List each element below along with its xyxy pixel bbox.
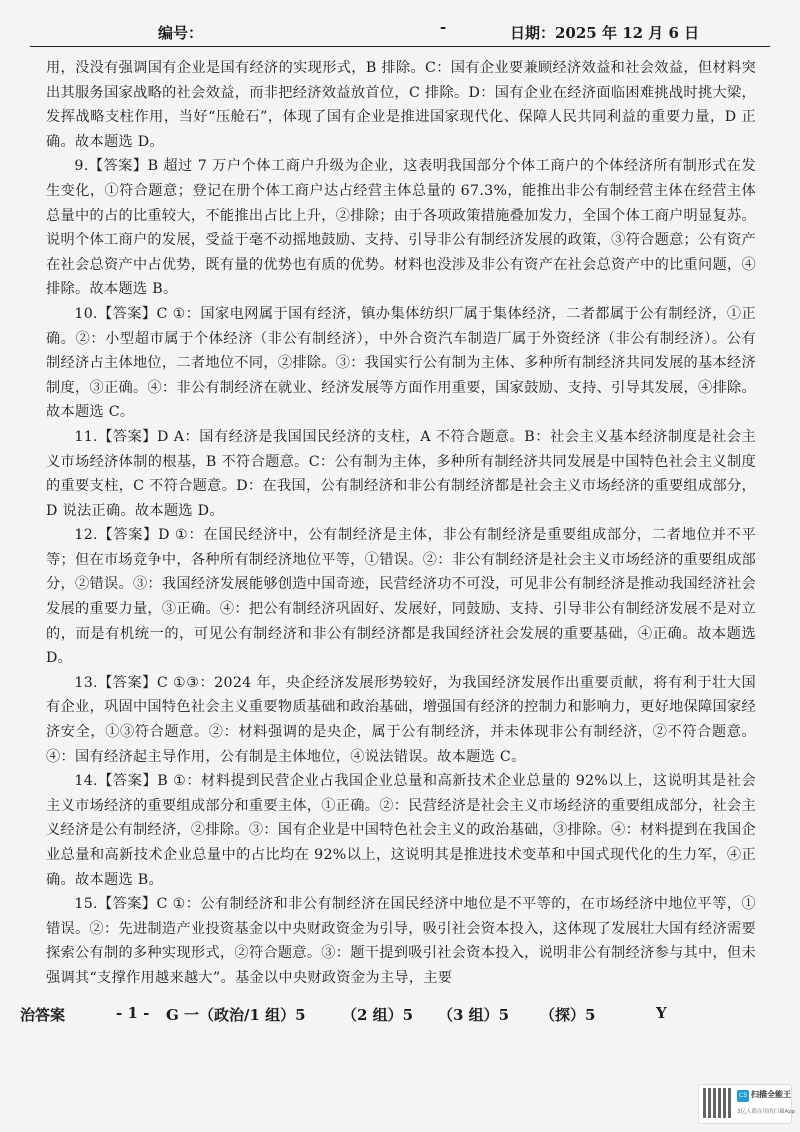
footer-group-2: （2 组）5	[342, 1006, 414, 1024]
scanner-brand: 扫描全能王	[751, 1090, 791, 1099]
number-label: 编号：	[158, 24, 204, 42]
footer-page-number: - 1 -	[116, 1004, 150, 1022]
footer-group-3: （3 组）5	[438, 1006, 510, 1024]
date-label: 日期：2025 年 12 月 6 日	[510, 24, 700, 42]
answer-11: 11.【答案】D A：国有经济是我国国民经济的支柱，A 不符合题意。B：社会主义基本经济制度是社会主义市场经济体制的根基，B 不符合题意。C：公有制为主体，多种所有制经济共同发展是中国特色社会主义制度的重要支柱，C 不符合题意。D：在我国，公有制经济和非公有制经济都是社会主义市场经济的重要组成部分，D 说法正确。故本题选 D。	[46, 428, 756, 519]
answer-12: 12.【答案】D ①：在国民经济中，公有制经济是主体，非公有制经济是重要组成部分，二者地位并不平等；但在市场竞争中，各种所有制经济地位平等，①错误。②：非公有制经济是社会主义市场经济的重要组成部分，②错误。③：我国经济发展能够创造中国奇迹，民营经济功不可没，可见非公有制经济是推动我国经济社会发展的重要力量，③正确。④：把公有制经济巩固好、发展好，同鼓励、支持、引导非公有制经济发展不是对立的，而是有机统一的，可见公有制经济和非公有制经济都是我国经济社会发展的重要基础，④正确。故本题选 D。	[46, 527, 756, 667]
footer-group-explore: （探）5	[540, 1006, 596, 1024]
header-mark: -	[440, 18, 447, 36]
answer-15: 15.【答案】C ①：公有制经济和非公有制经济在国民经济中地位是不平等的，在市场经济中地位平等，①错误。②：先进制造产业投资基金以中央财政资金为引导，吸引社会资本投入，这体现了发展壮大国有经济需要探索公有制的多种实现形式，②符合题意。③：题干提到吸引社会资本投入，说明非公有制经济参与其中，但未强调其“支撑作用越来越大”。基金以中央财政资金为主导，主要	[46, 896, 756, 986]
answer-13: 13.【答案】C ①③：2024 年，央企经济发展形势较好，为我国经济发展作出重要贡献，将有利于壮大国有企业，巩固中国特色社会主义重要物质基础和政治基础，增强国有经济的控制力和影响力，更好地保障国家经济安全，①③符合题意。②：材料强调的是央企，属于公有制经济，并未体现非公有制经济，②不符合题意。④：国有经济起主导作用，公有制是主体地位，④说法错误。故本题选 C。	[46, 674, 756, 765]
page-header	[30, 10, 770, 42]
answer-body	[46, 56, 756, 991]
footer-group-1: G 一（政治/1 组）5	[166, 1006, 306, 1024]
qr-code-icon	[703, 1088, 733, 1118]
scanner-tagline: 3亿人都在用的扫描App	[737, 1109, 796, 1115]
answer-9: 9.【答案】B 超过 7 万户个体工商户升级为企业，这表明我国部分个体工商户的个体经济所有制形式在发生变化，①符合题意；登记在册个体工商户达占经营主体总量的 67.3%，能推出非公有制经营主体在经营主体总量中的占的比重较大，不能推出占比上升，②排除；由于各项政策措施叠加发力，全国个体工商户明显复苏。说明个体工商户的发展，受益于毫不动摇地鼓励、支持、引导非公有制经济发展的政策，③符合题意；公有资产在社会总资产中占优势，既有量的优势也有质的优势。材料也没涉及非公有资产在社会总资产中的比重问题，④排除。故本题选 B。	[46, 158, 756, 298]
answer-14: 14.【答案】B ①：材料提到民营企业占我国企业总量和高新技术企业总量的 92%以上，这说明其是社会主义市场经济的重要组成部分和重要主体，①正确。②：民营经济是社会主义市场经济的重要组成部分，社会主义经济是公有制经济，②排除。③：国有企业是中国特色社会主义的政治基础，③排除。④：材料提到在我国企业总量和高新技术企业总量中的占比均在 92%以上，这说明其是推进技术变革和中国式现代化的生力军，④正确。故本题选 B。	[46, 773, 756, 888]
footer-y: Y	[656, 1004, 667, 1022]
paragraph: 用，没没有强调国有企业是国有经济的实现形式，B 排除。C：国有企业要兼顾经济效益和社会效益，但材料突出其服务国家战略的社会效益，而非把经济效益放首位，C 排除。D：国有企业在经济面临困难挑战时挑大梁，发挥战略支柱作用，当好“压舱石”，体现了国有企业是推进国家现代化、保障人民共同利益的重要力量，D 正确。故本题选 D。	[46, 60, 756, 150]
footer-subject: 治答案	[20, 1006, 66, 1024]
answer-10: 10.【答案】C ①：国家电网属于国有经济，镇办集体纺织厂属于集体经济，二者都属于公有制经济，①正确。②：小型超市属于个体经济（非公有制经济），中外合资汽车制造厂属于外资经济（非公有制经济）。公有制经济占主体地位，二者地位不同，②排除。③：我国实行公有制为主体、多种所有制经济共同发展的基本经济制度，③正确。④：非公有制经济在就业、经济发展等方面作用重要，国家鼓励、支持、引导其发展，④排除。故本题选 C。	[46, 305, 756, 421]
camscanner-logo-icon: CS	[737, 1090, 749, 1102]
header-rule	[30, 46, 770, 47]
scanner-watermark	[698, 1084, 796, 1124]
